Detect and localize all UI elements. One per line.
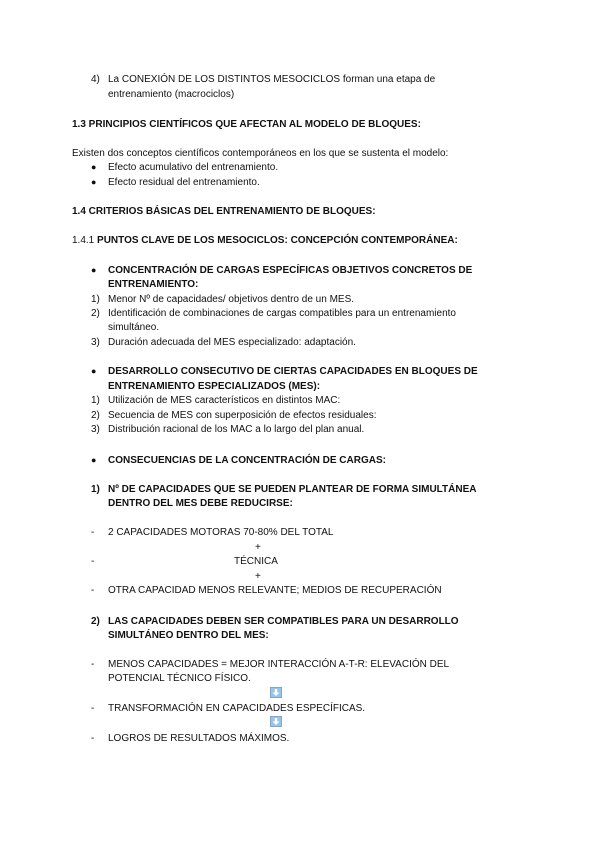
list-number: 1) <box>91 395 100 406</box>
list-item-cont: POTENCIAL TÉCNICO FÍSICO. <box>108 673 251 684</box>
list-item: OTRA CAPACIDAD MENOS RELEVANTE; MEDIOS DE RECUPERACIÓN <box>108 585 442 596</box>
bullet-dot-icon: ● <box>91 455 97 465</box>
list-number: 2) <box>91 308 100 319</box>
list-item: TÉCNICA <box>234 556 278 567</box>
sub-title: Nº DE CAPACIDADES QUE SE PUEDEN PLANTEAR DE FORMA SIMULTÁNEA <box>108 484 477 495</box>
arrow-down-icon <box>270 687 282 698</box>
sub-title-cont: DENTRO DEL MES DEBE REDUCIRSE: <box>108 498 293 509</box>
list-item: TRANSFORMACIÓN EN CAPACIDADES ESPECÍFICAS. <box>108 703 366 714</box>
list-number: 3) <box>91 424 100 435</box>
list-number: 1) <box>91 484 100 495</box>
list-number: 1) <box>91 294 100 305</box>
sub-title-cont: SIMULTÁNEO DENTRO DEL MES: <box>108 630 269 641</box>
dash-marker: - <box>91 703 95 714</box>
section-heading-1-4: 1.4 CRITERIOS BÁSICAS DEL ENTRENAMIENTO DE BLOQUES: <box>72 206 376 217</box>
dash-marker: - <box>91 527 95 538</box>
list-item: Identificación de combinaciones de cargas compatibles para un entrenamiento <box>108 308 456 319</box>
list-item: 2 CAPACIDADES MOTORAS 70-80% DEL TOTAL <box>108 527 334 538</box>
bullet-dot-icon: ● <box>91 177 97 187</box>
bullet-item: Efecto acumulativo del entrenamiento. <box>108 162 279 173</box>
dash-marker: - <box>91 585 95 596</box>
section-heading-1-3: 1.3 PRINCIPIOS CIENTÍFICOS QUE AFECTAN AL MODELO DE BLOQUES: <box>72 119 421 130</box>
block-title: DESARROLLO CONSECUTIVO DE CIERTAS CAPACIDADES EN BLOQUES DE <box>108 366 478 377</box>
block-title: CONCENTRACIÓN DE CARGAS ESPECÍFICAS OBJETIVOS CONCRETOS DE <box>108 265 473 276</box>
bullet-dot-icon: ● <box>91 162 97 172</box>
list-item: LOGROS DE RESULTADOS MÁXIMOS. <box>108 733 290 744</box>
list-item: Duración adecuada del MES especializado: adaptación. <box>108 337 356 348</box>
sub-title: LAS CAPACIDADES DEBEN SER COMPATIBLES PARA UN DESARROLLO <box>108 616 459 627</box>
block-title-cont: ENTRENAMIENTO: <box>108 279 199 290</box>
intro-item-line1: La CONEXIÓN DE LOS DISTINTOS MESOCICLOS forman una etapa de <box>108 74 436 85</box>
plus-sign: + <box>255 571 261 582</box>
section-intro-text: Existen dos conceptos científicos contemporáneos en los que se sustenta el modelo: <box>72 148 449 159</box>
block-title-cont: ENTRENAMIENTO ESPECIALIZADOS (MES): <box>108 381 321 392</box>
block-title: CONSECUENCIAS DE LA CONCENTRACIÓN DE CARGAS: <box>108 455 386 466</box>
arrow-down-icon <box>270 716 282 727</box>
bullet-dot-icon: ● <box>91 265 97 275</box>
bullet-dot-icon: ● <box>91 366 97 376</box>
list-number: 4) <box>91 74 100 85</box>
bullet-item: Efecto residual del entrenamiento. <box>108 177 260 188</box>
list-item-cont: simultáneo. <box>108 322 160 333</box>
plus-sign: + <box>255 542 261 553</box>
list-number: 2) <box>91 410 100 421</box>
dash-marker: - <box>91 556 95 567</box>
list-number: 2) <box>91 616 100 627</box>
list-item: Distribución racional de los MAC a lo largo del plan anual. <box>108 424 365 435</box>
list-item: Secuencia de MES con superposición de efectos residuales: <box>108 410 377 421</box>
list-item: MENOS CAPACIDADES = MEJOR INTERACCIÓN A-T-R: ELEVACIÓN DEL <box>108 659 450 670</box>
list-item: Menor Nº de capacidades/ objetivos dentro de un MES. <box>108 294 355 305</box>
dash-marker: - <box>91 659 95 670</box>
subsection-heading-1-4-1: 1.4.1 PUNTOS CLAVE DE LOS MESOCICLOS: CONCEPCIÓN CONTEMPORÁNEA: <box>72 235 458 246</box>
list-item: Utilización de MES característicos en distintos MAC: <box>108 395 341 406</box>
intro-item-line2: entrenamiento (macrociclos) <box>108 89 235 100</box>
dash-marker: - <box>91 733 95 744</box>
list-number: 3) <box>91 337 100 348</box>
